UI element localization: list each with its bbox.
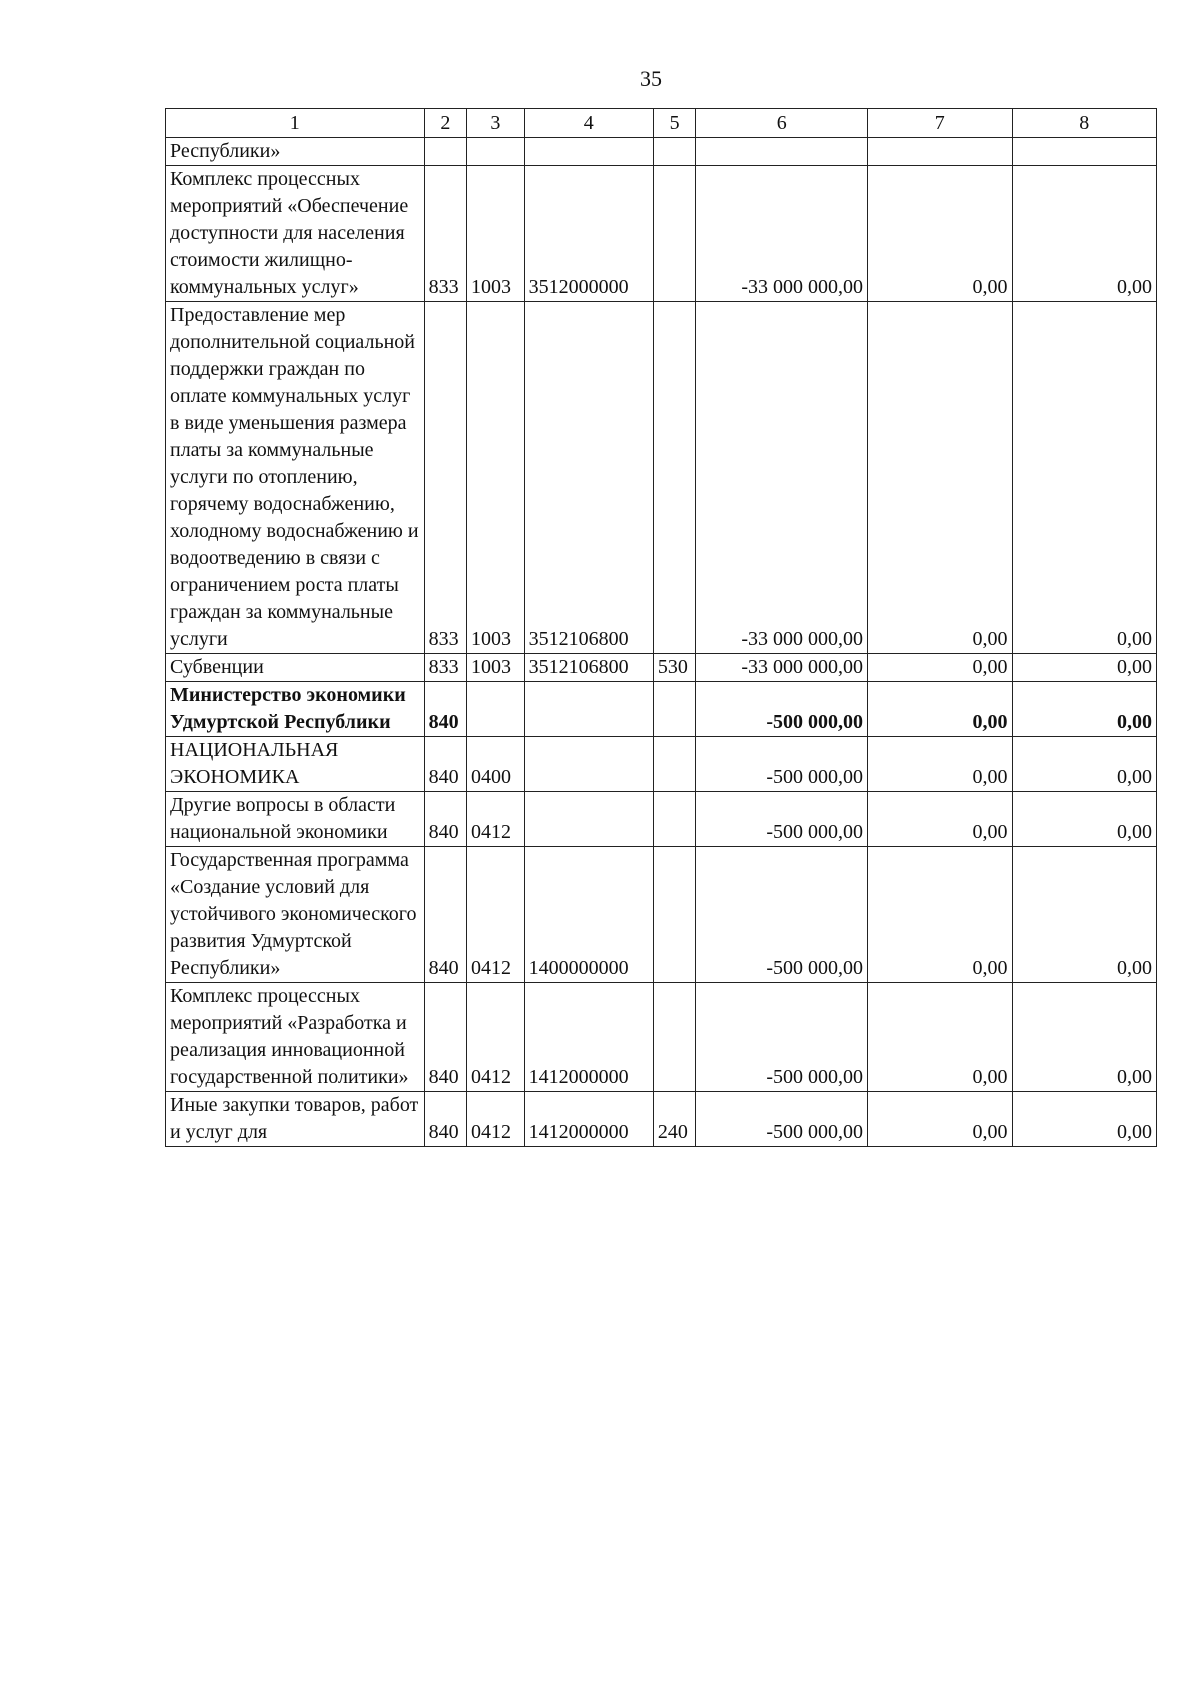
table-row: [166, 792, 1157, 847]
cell-col2: 840: [424, 682, 466, 737]
column-header: 2: [424, 109, 466, 138]
row-name: Другие вопросы в области национальной экономики: [166, 792, 425, 847]
cell-col2: 833: [424, 654, 466, 682]
cell-col5: [653, 983, 695, 1092]
cell-col4: 1412000000: [524, 983, 653, 1092]
header-row: [166, 109, 1157, 138]
cell-col3: 0412: [467, 847, 525, 983]
cell-col3: 1003: [467, 166, 525, 302]
cell-col5: [653, 737, 695, 792]
cell-col3: 1003: [467, 302, 525, 654]
cell-col5: [653, 302, 695, 654]
column-header: 6: [696, 109, 868, 138]
cell-col6: [696, 138, 868, 166]
cell-col2: 840: [424, 1092, 466, 1147]
table-row: [166, 737, 1157, 792]
cell-col8: [1012, 138, 1157, 166]
cell-col6: -33 000 000,00: [696, 654, 868, 682]
cell-col7: 0,00: [868, 682, 1012, 737]
row-name: Комплекс процессных мероприятий «Разработка и реализация инновационной государственной политики»: [166, 983, 425, 1092]
cell-col4: 3512000000: [524, 166, 653, 302]
cell-col7: 0,00: [868, 1092, 1012, 1147]
row-name: Комплекс процессных мероприятий «Обеспечение доступности для населения стоимости жилищно-коммунальных услуг»: [166, 166, 425, 302]
cell-col5: [653, 847, 695, 983]
cell-col2: [424, 138, 466, 166]
cell-col7: 0,00: [868, 302, 1012, 654]
budget-table: [165, 108, 1157, 1147]
cell-col4: [524, 682, 653, 737]
cell-col7: 0,00: [868, 792, 1012, 847]
cell-col7: 0,00: [868, 737, 1012, 792]
cell-col6: -33 000 000,00: [696, 302, 868, 654]
cell-col6: -500 000,00: [696, 1092, 868, 1147]
cell-col3: 0412: [467, 1092, 525, 1147]
cell-col3: [467, 138, 525, 166]
cell-col6: -500 000,00: [696, 737, 868, 792]
cell-col4: 1400000000: [524, 847, 653, 983]
cell-col6: -33 000 000,00: [696, 166, 868, 302]
row-name: Предоставление мер дополнительной социальной поддержки граждан по оплате коммунальных услуг в виде уменьшения размера платы за коммунальные услуги по отоплению, горячему водоснабжению, холодному водоснабжению и водоотведению в связи с ограничением роста платы граждан за коммунальные услуги: [166, 302, 425, 654]
cell-col8: 0,00: [1012, 302, 1157, 654]
cell-col3: 0400: [467, 737, 525, 792]
table-row: [166, 302, 1157, 654]
table-row: [166, 654, 1157, 682]
cell-col5: [653, 682, 695, 737]
cell-col5: [653, 792, 695, 847]
cell-col3: 0412: [467, 792, 525, 847]
table-row: [166, 166, 1157, 302]
column-header: 7: [868, 109, 1012, 138]
cell-col7: 0,00: [868, 654, 1012, 682]
cell-col4: [524, 138, 653, 166]
table-row: [166, 682, 1157, 737]
column-header: 1: [166, 109, 425, 138]
cell-col8: 0,00: [1012, 737, 1157, 792]
row-name: Государственная программа «Создание условий для устойчивого экономического развития Удмуртской Республики»: [166, 847, 425, 983]
column-header: 8: [1012, 109, 1157, 138]
cell-col5: 240: [653, 1092, 695, 1147]
cell-col4: 1412000000: [524, 1092, 653, 1147]
table-row: [166, 1092, 1157, 1147]
cell-col2: 840: [424, 847, 466, 983]
cell-col3: 1003: [467, 654, 525, 682]
cell-col7: 0,00: [868, 983, 1012, 1092]
row-name: Республики»: [166, 138, 425, 166]
cell-col3: [467, 682, 525, 737]
table-row: [166, 138, 1157, 166]
cell-col2: 840: [424, 737, 466, 792]
cell-col5: [653, 138, 695, 166]
cell-col8: 0,00: [1012, 792, 1157, 847]
cell-col6: -500 000,00: [696, 682, 868, 737]
cell-col6: -500 000,00: [696, 792, 868, 847]
cell-col3: 0412: [467, 983, 525, 1092]
row-name: Субвенции: [166, 654, 425, 682]
cell-col4: [524, 737, 653, 792]
cell-col5: 530: [653, 654, 695, 682]
cell-col6: -500 000,00: [696, 847, 868, 983]
cell-col8: 0,00: [1012, 166, 1157, 302]
table-row: [166, 847, 1157, 983]
cell-col7: 0,00: [868, 166, 1012, 302]
cell-col8: 0,00: [1012, 983, 1157, 1092]
cell-col2: 840: [424, 792, 466, 847]
cell-col6: -500 000,00: [696, 983, 868, 1092]
row-name: НАЦИОНАЛЬНАЯ ЭКОНОМИКА: [166, 737, 425, 792]
cell-col4: 3512106800: [524, 302, 653, 654]
column-header: 3: [467, 109, 525, 138]
cell-col2: 840: [424, 983, 466, 1092]
row-name: Иные закупки товаров, работ и услуг для: [166, 1092, 425, 1147]
column-header: 5: [653, 109, 695, 138]
cell-col5: [653, 166, 695, 302]
cell-col8: 0,00: [1012, 1092, 1157, 1147]
cell-col2: 833: [424, 302, 466, 654]
cell-col4: 3512106800: [524, 654, 653, 682]
cell-col7: [868, 138, 1012, 166]
cell-col8: 0,00: [1012, 847, 1157, 983]
cell-col4: [524, 792, 653, 847]
column-header: 4: [524, 109, 653, 138]
page-number: 35: [640, 66, 662, 91]
cell-col7: 0,00: [868, 847, 1012, 983]
row-name: Министерство экономики Удмуртской Республики: [166, 682, 425, 737]
cell-col2: 833: [424, 166, 466, 302]
cell-col8: 0,00: [1012, 654, 1157, 682]
table-row: [166, 983, 1157, 1092]
cell-col8: 0,00: [1012, 682, 1157, 737]
